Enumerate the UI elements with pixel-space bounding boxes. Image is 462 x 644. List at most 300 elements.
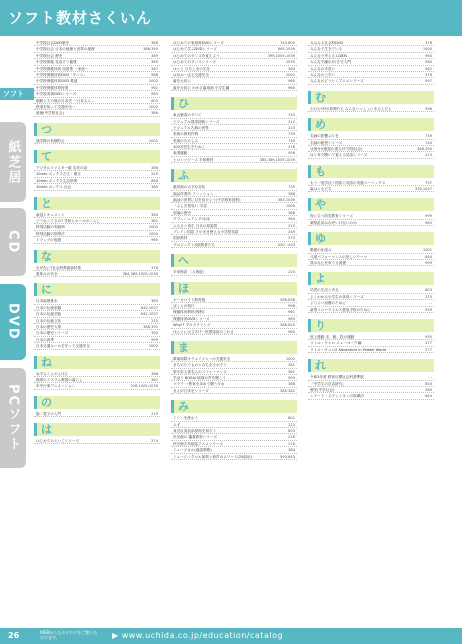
entry-page: 960 bbox=[288, 79, 295, 84]
tab-pc-software[interactable]: PCソフト bbox=[0, 368, 26, 468]
index-entry bbox=[171, 388, 297, 394]
entry-page: 739 bbox=[288, 132, 295, 137]
kana-section-header bbox=[308, 232, 434, 245]
entry-page: 384,389,1005,1039 bbox=[122, 271, 158, 276]
entry-page: 378,1037 bbox=[414, 187, 432, 192]
entry-title: 中学校社会 歴史 bbox=[36, 53, 63, 58]
entry-title: 学ぼう BOSAI 地球の声を聞こう bbox=[173, 376, 226, 381]
entry-page: 997 bbox=[425, 79, 432, 84]
entry-title: 歴史(中学社会) bbox=[310, 387, 335, 392]
entry-title: みんなで生きている bbox=[310, 47, 343, 52]
entry-page: 739 bbox=[425, 134, 432, 139]
entry-title: 日本の歴史シリーズ bbox=[36, 331, 69, 336]
entry-page: 389 bbox=[425, 387, 432, 392]
entry-page: 999 bbox=[425, 214, 432, 219]
entry-page: 1004 bbox=[148, 231, 158, 236]
index-entry bbox=[34, 411, 160, 417]
kana-heading: て bbox=[41, 150, 52, 164]
entry-title: 東山魁夷のすべて bbox=[173, 113, 202, 118]
entry-page: 996 bbox=[425, 106, 432, 111]
kana-section-header bbox=[34, 250, 160, 263]
index-entry bbox=[308, 220, 434, 226]
entry-page: 385 bbox=[151, 299, 158, 304]
entry-title: よりよい治療のために bbox=[310, 301, 346, 306]
kana-section-header bbox=[34, 283, 160, 296]
entry-title: 歯を大切に わかる歯周病 小学生編 bbox=[173, 85, 230, 90]
entry-title: 鉄道を知って交通安全～ bbox=[36, 104, 76, 109]
entry-title: 夏休みの安全 bbox=[36, 271, 58, 276]
kana-section-header bbox=[171, 341, 297, 354]
entry-page: 381 bbox=[288, 363, 295, 368]
kana-heading: も bbox=[315, 164, 326, 178]
entry-title: レナード・スラットキンの指揮法 bbox=[310, 394, 364, 399]
entry-title: みんなで踊れ!行き方入門 bbox=[310, 60, 351, 65]
entry-title: まちのたてものとみちをさがそう bbox=[173, 363, 227, 368]
entry-page: 803 bbox=[288, 429, 295, 434]
entry-title: 陸上運動 走、跳、投の運動 bbox=[310, 334, 355, 339]
kana-section-header bbox=[308, 198, 434, 211]
entry-page: 389 bbox=[151, 185, 158, 190]
entry-page: 962 bbox=[151, 85, 158, 90]
entry-page: 640 bbox=[425, 381, 432, 386]
kana-heading: ひ bbox=[178, 97, 189, 111]
entry-page: 965 bbox=[151, 238, 158, 243]
entry-page: 215 bbox=[151, 318, 158, 323]
entry-page: 960 bbox=[288, 85, 295, 90]
entry-page: 960 bbox=[425, 53, 432, 58]
entry-title: 国語教材 bbox=[173, 236, 188, 241]
entry-title: 日本地理基本 bbox=[36, 299, 58, 304]
entry-page: 384,389,1005,1039 bbox=[259, 157, 295, 162]
kana-heading: ね bbox=[41, 355, 52, 369]
entry-page: 960 bbox=[425, 60, 432, 65]
index-entry bbox=[171, 269, 297, 275]
entry-title: 年中行事アニメーション bbox=[36, 384, 76, 389]
entry-title: ビジュアル古典の世界 bbox=[173, 125, 209, 130]
entry-title: 10min.ボックス 社会 bbox=[36, 185, 72, 190]
entry-title: 名画の影響ぶりを bbox=[310, 134, 339, 139]
catalog-url-link[interactable]: ▶ www.uchida.co.jp/education/catalog bbox=[112, 631, 284, 640]
index-entry bbox=[308, 186, 434, 192]
entry-title: 新型コロナウイルス感染予防のために bbox=[310, 307, 371, 312]
entry-page: 277 bbox=[425, 347, 432, 352]
entry-title: 目指せ!(雅道の達人(中学校社会) bbox=[310, 146, 363, 151]
entry-title: 名画の秘密シリーズ bbox=[310, 140, 343, 145]
kana-section-header bbox=[308, 319, 434, 332]
entry-page: 386,390 bbox=[417, 146, 432, 151]
kana-section-header bbox=[171, 97, 297, 110]
tab-cd[interactable]: CD bbox=[0, 208, 26, 276]
entry-title: 童謡ドキュメント bbox=[36, 212, 65, 217]
entry-page: 1001 bbox=[148, 138, 158, 143]
entry-page: 381 bbox=[288, 369, 295, 374]
index-entry bbox=[34, 110, 160, 116]
kana-section-header bbox=[308, 91, 434, 104]
entry-page: 745,800 bbox=[280, 41, 295, 45]
index-entry bbox=[34, 237, 160, 243]
entry-title: 100万回生きたねこ bbox=[173, 145, 206, 150]
kana-section-header bbox=[34, 356, 160, 369]
entry-title: 日本の伝統文化 bbox=[36, 318, 62, 323]
entry-title: 中学校美術DVDシリーズ bbox=[36, 92, 77, 97]
entry-title: ヒロシマピース 平和教材 bbox=[173, 157, 214, 162]
entry-title: 中学校保健体育授業 bbox=[36, 85, 69, 90]
entry-title: 中学校保健体育 用語集 〜家庭〜 bbox=[36, 66, 89, 71]
entry-title: みみみる社会科DVD bbox=[310, 41, 344, 45]
kana-heading: り bbox=[315, 318, 326, 332]
entry-title: 朝鮮とその後の日本史 ～日本人と… bbox=[36, 98, 95, 103]
index-column-1 bbox=[34, 40, 160, 444]
kana-heading: な bbox=[41, 249, 52, 263]
entry-title: リトル・チャロ ニューヨーク編 bbox=[310, 341, 362, 346]
entry-page: 801 bbox=[288, 416, 295, 421]
index-entry bbox=[308, 152, 434, 158]
entry-page: 223 bbox=[288, 422, 295, 427]
entry-title: 日本の伝統楽器 bbox=[36, 305, 62, 310]
entry-title: みんなのどうとくアニメシリーズ bbox=[310, 79, 364, 84]
entry-title: 風景画の大きな変化 bbox=[173, 185, 206, 190]
entry-page: 603 bbox=[151, 98, 158, 103]
index-entry bbox=[34, 138, 160, 144]
entry-page: 378 bbox=[425, 72, 432, 77]
entry-title: 特別活動の指導法 bbox=[36, 231, 65, 236]
kana-heading: む bbox=[315, 90, 326, 104]
entry-page: 803 bbox=[425, 288, 432, 293]
entry-title: まんが日本史シリーズ bbox=[173, 388, 209, 393]
entry-page: 744 bbox=[425, 140, 432, 145]
index-entry bbox=[308, 260, 434, 266]
entry-title: 中学校保健体育DVD「ダンス」 bbox=[36, 72, 87, 77]
entry-title: はじめて学ぶDVDシリーズ bbox=[173, 47, 217, 52]
entry-page: 387 bbox=[151, 66, 158, 71]
kana-heading: ま bbox=[178, 340, 189, 354]
entry-title: ミュージカル(童謡唱歌) bbox=[173, 448, 212, 453]
entry-title: 日本の伝統芸能 bbox=[36, 312, 62, 317]
entry-page: 384 bbox=[288, 448, 295, 453]
entry-title: 豊かな心を育てる道徳 bbox=[310, 261, 346, 266]
entry-title: 民芸館古布地巡アニメシリーズ bbox=[173, 441, 223, 446]
entry-title: 森はともだち bbox=[310, 187, 332, 192]
entry-title: 美術のたのしみ bbox=[173, 138, 199, 143]
entry-title: プラッシュアップ!水泳 bbox=[173, 217, 210, 222]
kana-heading: み bbox=[178, 400, 189, 414]
entry-page: 383,1039 bbox=[277, 198, 295, 203]
entry-page: 586,625 bbox=[280, 323, 295, 328]
index-entry bbox=[171, 454, 297, 460]
entry-page: 273 bbox=[288, 236, 295, 241]
entry-title: マララ 一教育を求めて闘う少女 bbox=[173, 382, 225, 387]
kana-section-header bbox=[308, 118, 434, 131]
entry-page: 380,382 bbox=[280, 388, 295, 393]
entry-page: 378 bbox=[151, 265, 158, 270]
entry-title: ボーカロイド教育版 bbox=[173, 297, 206, 302]
entry-page: 430～433 bbox=[277, 242, 295, 247]
entry-title: ドラッグの危険 bbox=[36, 238, 62, 243]
index-entry bbox=[308, 307, 434, 313]
entry-page: 386,390 bbox=[143, 47, 158, 52]
entry-page: 864 bbox=[151, 178, 158, 183]
entry-title: 10min.ボックス生活指導 bbox=[36, 178, 78, 183]
entry-page: 1001 bbox=[422, 248, 432, 253]
entry-page: 223 bbox=[288, 125, 295, 130]
kana-heading: へ bbox=[178, 254, 189, 268]
entry-page: 1002 bbox=[148, 79, 158, 84]
entry-title: 中学校社会DVD歴史 bbox=[36, 41, 70, 45]
entry-title: ほんとに大丈夫!?一性感染症のこわさ bbox=[173, 329, 234, 334]
entry-title: どうなってるの? 学校とルールのくらし bbox=[36, 219, 101, 224]
index-entry bbox=[171, 242, 297, 248]
index-entry bbox=[34, 271, 160, 277]
kana-heading: め bbox=[315, 118, 326, 132]
kana-heading: れ bbox=[315, 359, 326, 373]
entry-title: なぜなに?社会科教養資料集 bbox=[36, 265, 82, 270]
entry-page: 962 bbox=[425, 66, 432, 71]
kana-section-header bbox=[171, 282, 297, 295]
entry-title: 幼児の生活と安全 bbox=[310, 288, 339, 293]
entry-title: はじめてのえいごシリーズ bbox=[36, 439, 79, 444]
entry-title: 通学路の危険防止 bbox=[36, 138, 65, 143]
entry-page: 386 bbox=[151, 41, 158, 45]
index-column-3 bbox=[308, 40, 434, 400]
entry-page: 388 bbox=[288, 191, 295, 196]
entry-title: もう一度学ぼう国語と英語の実践ベーシックス bbox=[310, 180, 386, 185]
entry-page: 965 bbox=[425, 220, 432, 225]
kana-heading: は bbox=[41, 423, 52, 437]
entry-page: 1004 bbox=[148, 225, 158, 230]
entry-page: 960 bbox=[288, 329, 295, 334]
entry-page: 390 bbox=[151, 331, 158, 336]
index-entry bbox=[171, 157, 297, 163]
entry-title: 「中学生の自由研究」 bbox=[310, 381, 346, 386]
entry-page: 642,1037 bbox=[140, 312, 158, 317]
entry-title: ねずみくんのえほん bbox=[36, 371, 69, 376]
entry-page: 388 bbox=[288, 210, 295, 215]
entry-page: 642,1037 bbox=[140, 305, 158, 310]
entry-title: 民芸館の 鑑賞教材シリーズ bbox=[173, 435, 218, 440]
kana-section-header bbox=[34, 150, 160, 163]
entry-title: はじめてのダンスシリーズ bbox=[173, 60, 216, 65]
entry-title: 熱帯のイスラム教国の暮らし bbox=[36, 377, 83, 382]
entry-title: リトル・チャロ2 Adventure in Middle World bbox=[310, 347, 386, 352]
entry-page: 1000 bbox=[285, 204, 295, 209]
entry-title: 保健体育DVDシリーズ bbox=[173, 316, 210, 321]
entry-page: 739 bbox=[288, 138, 295, 143]
entry-page: 386 bbox=[151, 371, 158, 376]
entry-page: 388 bbox=[288, 382, 295, 387]
entry-title: 薬物乱用はなぜいけないのか bbox=[310, 220, 357, 225]
entry-page: 386,391 bbox=[143, 324, 158, 329]
entry-page: 399,1005,1039 bbox=[267, 53, 295, 58]
header-bar bbox=[0, 0, 462, 36]
entry-title: ブレイン国語 そのまま使える小学校英語 bbox=[173, 229, 239, 234]
index-entry bbox=[308, 347, 434, 353]
entry-title: 中学校社会 日本の地理と世界の地理 bbox=[36, 47, 95, 52]
kana-heading: つ bbox=[41, 122, 52, 136]
index-entry bbox=[308, 106, 434, 112]
entry-page: 381 bbox=[151, 219, 158, 224]
entry-title: 歯を大切に bbox=[173, 79, 191, 84]
entry-title: 福祉の世界に目を向けよう(中学校家庭科) bbox=[173, 198, 241, 203]
entry-page: 963 bbox=[151, 92, 158, 97]
entry-page: 1002 bbox=[285, 356, 295, 361]
kana-heading: よ bbox=[315, 272, 326, 286]
entry-title: 10min.ボックス古文・漢文 bbox=[36, 172, 81, 177]
entry-page: 739 bbox=[288, 185, 295, 190]
entry-page: 225 bbox=[151, 172, 158, 177]
entry-page: 389 bbox=[151, 53, 158, 58]
entry-page: 956 bbox=[288, 151, 295, 156]
entry-title: 福祉作業所 ファッション bbox=[173, 191, 214, 196]
entry-title: はなか～ばる交通安全 bbox=[173, 72, 209, 77]
kana-section-header bbox=[308, 165, 434, 178]
entry-title: はとよ ひろしまの空を bbox=[173, 66, 211, 71]
entry-title: デジタルリマスター版 名作の話 bbox=[36, 166, 88, 171]
entry-title: 萬葉和歌キラメイジャーの交通安全 bbox=[173, 356, 231, 361]
entry-page: 1002 bbox=[148, 104, 158, 109]
index-entry bbox=[308, 78, 434, 84]
entry-page: … bbox=[428, 301, 432, 306]
entry-page: 224 bbox=[288, 270, 295, 275]
index-column-2 bbox=[171, 40, 297, 460]
index-entry bbox=[34, 438, 160, 444]
entry-page: 644 bbox=[425, 254, 432, 259]
entry-title: 中学校保健 見直そう健康 bbox=[36, 60, 77, 65]
entry-page: 743 bbox=[288, 113, 295, 118]
kana-heading: の bbox=[41, 395, 52, 409]
entry-page: 216 bbox=[288, 441, 295, 446]
entry-page: 277 bbox=[425, 341, 432, 346]
entry-page: 215 bbox=[425, 153, 432, 158]
entry-title: みず bbox=[173, 422, 181, 427]
kana-heading: や bbox=[315, 198, 326, 212]
entry-title: 「ふしぎ発見!」手話 bbox=[173, 204, 207, 209]
entry-title: みんなで考える LGBTs bbox=[310, 53, 348, 58]
entry-page: 385 bbox=[151, 60, 158, 65]
entry-page: 999 bbox=[288, 376, 295, 381]
entry-page: 386 bbox=[151, 166, 158, 171]
entry-title: みんなの手洗い bbox=[310, 66, 336, 71]
entry-title: みんなの上手い bbox=[310, 72, 336, 77]
entry-title: 美術の教材作例 bbox=[173, 132, 199, 137]
entry-page: 737 bbox=[425, 180, 432, 185]
entry-page: 387 bbox=[151, 377, 158, 382]
kana-section-header bbox=[34, 123, 160, 136]
entry-title: 目と耳で聴いて覚える英語シリーズ bbox=[310, 153, 368, 158]
entry-title: 弓道パフォーマンスの美しいテーマ bbox=[310, 254, 368, 259]
entry-page: 965,1039 bbox=[277, 47, 295, 52]
entry-page: 593,643 bbox=[280, 454, 295, 459]
entry-title: はじめてのダンスを覚えよう bbox=[173, 53, 220, 58]
tab-paper-theater[interactable]: 紙芝居 bbox=[0, 122, 26, 202]
entry-page: 375 bbox=[425, 294, 432, 299]
kana-heading: ほ bbox=[178, 281, 189, 295]
entry-title: 身近な食品添加物を知ろう bbox=[173, 429, 217, 434]
kana-section-header bbox=[34, 423, 160, 436]
entry-title: よくわかる小学生の体育シリーズ bbox=[310, 294, 364, 299]
entry-page: 1000 bbox=[422, 47, 432, 52]
entry-page: 959 bbox=[425, 307, 432, 312]
entry-title: プロジェクトX挑戦者たち bbox=[173, 242, 215, 247]
entry-title: ぼくらの旅行 bbox=[173, 303, 195, 308]
kana-heading: ふ bbox=[178, 169, 189, 183]
page-title: ソフト教材さくいん bbox=[8, 9, 153, 27]
kana-section-header bbox=[34, 197, 160, 210]
tab-dvd[interactable]: DVD bbox=[0, 284, 26, 360]
kana-section-header bbox=[308, 272, 434, 285]
entry-title: Why!? プログラミング bbox=[173, 323, 211, 328]
entry-page: 955 bbox=[425, 334, 432, 339]
entry-page: 1002 bbox=[148, 344, 158, 349]
kana-section-header bbox=[171, 169, 297, 182]
entry-page: 212 bbox=[288, 119, 295, 124]
index-entry bbox=[308, 393, 434, 399]
entry-page: 961 bbox=[288, 310, 295, 315]
entry-title: 令和3年度 教育目標社会科基準版 bbox=[310, 375, 364, 380]
entry-title: 祭を彩る著名人のパフォーマンス bbox=[173, 369, 227, 374]
entry-title: むむむ!村の仲間たち みんないっしょにあるんだよ bbox=[310, 106, 392, 111]
entry-page: 964 bbox=[288, 217, 295, 222]
entry-title: 郵便の仕組み bbox=[310, 248, 332, 253]
entry-title: 日本の歴史人物 bbox=[36, 324, 62, 329]
entry-title: 役に立つ防災教育シリーズ bbox=[310, 214, 353, 219]
entry-page: 963 bbox=[288, 316, 295, 321]
entry-title: はじめての家庭科DVDシリーズ bbox=[173, 41, 224, 45]
entry-title: 表現運動 bbox=[173, 151, 188, 156]
entry-page: 999 bbox=[425, 261, 432, 266]
kana-heading: ゆ bbox=[315, 232, 326, 246]
entry-page: 1002 bbox=[285, 72, 295, 77]
kana-heading: に bbox=[41, 283, 52, 297]
entry-page: 218 bbox=[288, 145, 295, 150]
soft-section-label: ソフト bbox=[0, 88, 34, 100]
entry-title: ビジュアル国語辞典シリーズ bbox=[173, 119, 220, 124]
kana-section-header bbox=[308, 359, 434, 372]
entry-title: ミシンを使おう bbox=[173, 416, 199, 421]
entry-page: 999 bbox=[151, 337, 158, 342]
index-entry bbox=[34, 184, 160, 190]
entry-title: 部落の歴史 bbox=[173, 210, 191, 215]
entry-title: 中学校保健体育DVD 柔道 bbox=[36, 79, 78, 84]
entry-page: 216 bbox=[288, 435, 295, 440]
entry-page: 966 bbox=[151, 72, 158, 77]
index-entry bbox=[34, 343, 160, 349]
entry-page: 386 bbox=[151, 111, 158, 116]
entry-page: 385 bbox=[151, 212, 158, 217]
entry-title: 平家物語 〈人物絵〉 bbox=[173, 270, 207, 275]
index-entry bbox=[171, 85, 297, 91]
entry-title: 日本交通ルールを守って交通安全 bbox=[36, 344, 90, 349]
entry-page: 1035 bbox=[285, 60, 295, 65]
entry-page: 249 bbox=[288, 229, 295, 234]
entry-page: 215 bbox=[288, 223, 295, 228]
index-entry bbox=[34, 383, 160, 389]
entry-page: 586,638 bbox=[280, 297, 295, 302]
kana-section-header bbox=[171, 254, 297, 267]
entry-page: … bbox=[428, 375, 432, 380]
entry-page: 998 bbox=[288, 303, 295, 308]
entry-title: 脳・電子の入門 bbox=[36, 411, 62, 416]
entry-page: 216,1005,1039 bbox=[130, 384, 158, 389]
entry-title: ミュージックベル演奏と和声のメソード(25曲用) bbox=[173, 454, 252, 459]
entry-page: 644 bbox=[425, 394, 432, 399]
page-number: 26 bbox=[8, 631, 20, 640]
index-entry bbox=[171, 329, 297, 335]
footer-note: WEBからもカタログをご覧いただけます。 bbox=[40, 630, 98, 640]
entry-page: 219 bbox=[151, 411, 158, 416]
kana-heading: と bbox=[41, 196, 52, 210]
entry-title: ふるさと再生 日本の原風景 bbox=[173, 223, 218, 228]
kana-section-header bbox=[34, 396, 160, 409]
